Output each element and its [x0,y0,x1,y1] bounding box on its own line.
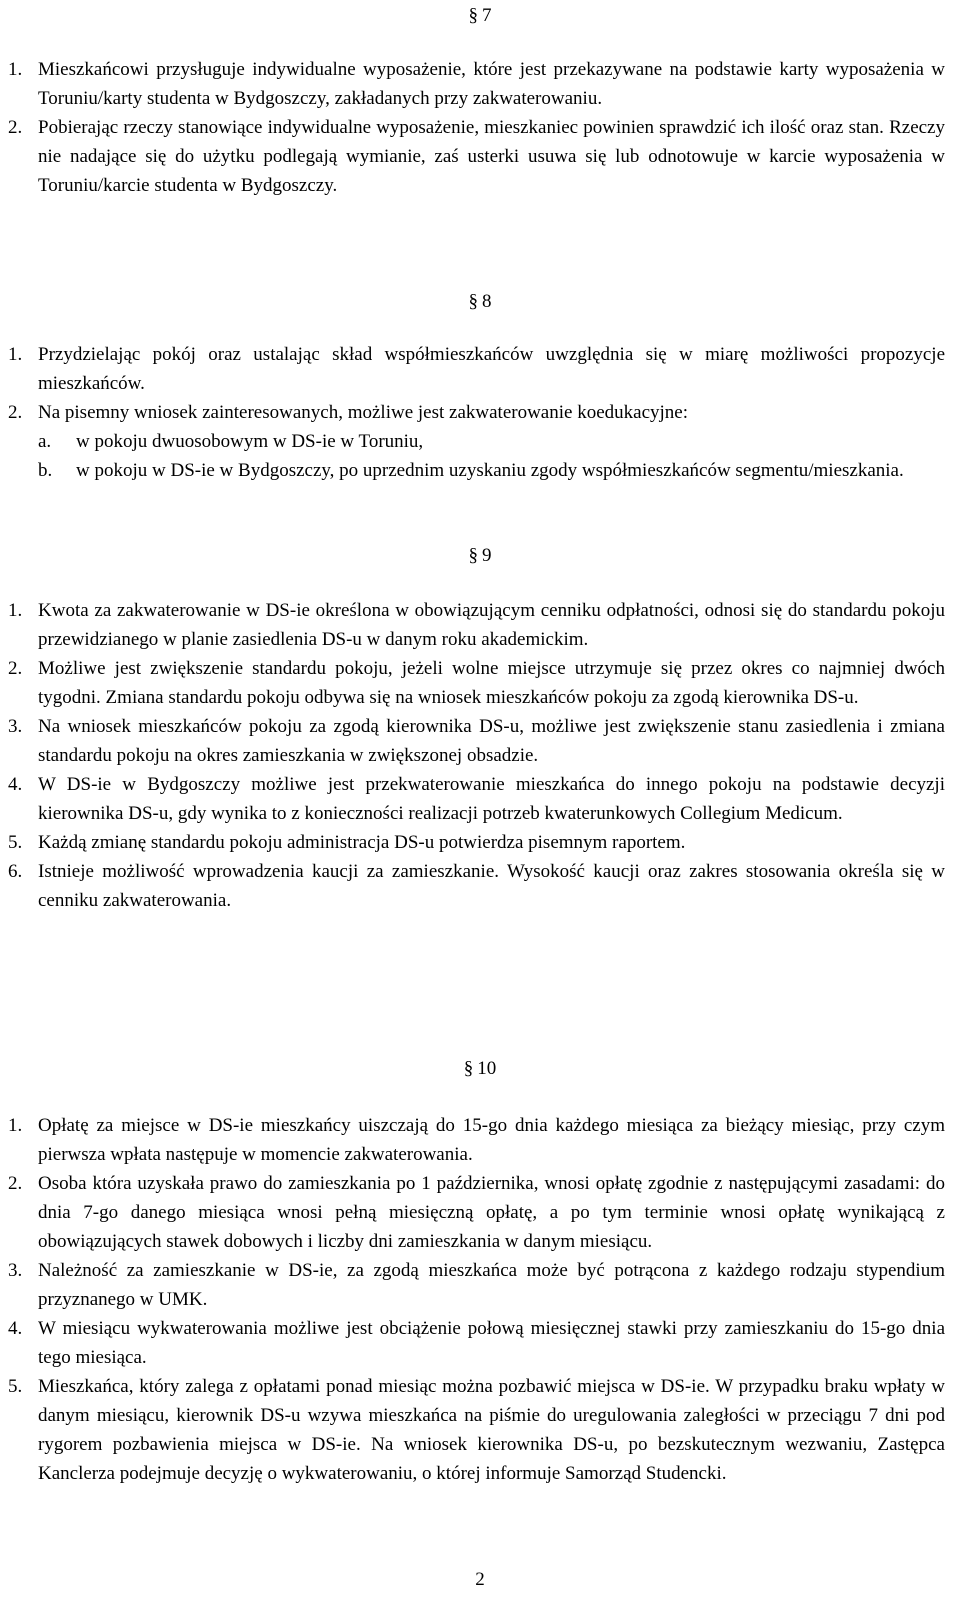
list-item [0,55,945,113]
item-number: 2. [8,117,23,138]
item-number: 4. [8,774,23,795]
list-item [0,1314,945,1372]
list-item [0,712,945,770]
item-number: 3. [8,1260,23,1281]
section-heading-9 [0,544,960,568]
section-symbol: § [468,5,478,26]
list-item [0,857,945,915]
item-text: Osoba która uzyskała prawo do zamieszkania po 1 października, wnosi opłatę zgodnie z następującymi zasadami: do dnia 7-go danego miesiąca wnosi pełną miesięczną opłatę, a po tym terminie wnosi opłatę wynikającą z obowiązujących stawek dobowych i liczby dni zamieszkania w danym miesiącu. [38,1173,945,1252]
item-text: Przydzielając pokój oraz ustalając skład współmieszkańców uwzględnia się w miarę możliwości propozycje mieszkańców. [38,344,945,394]
item-text: Kwota za zakwaterowanie w DS-ie określona w obowiązującym cenniku odpłatności, odnosi się do standardu pokoju przewidzianego w planie zasiedlenia DS-u w danym roku akademickim. [38,600,945,650]
list-item [0,596,945,654]
item-number: 5. [8,1376,23,1397]
list-item [0,1256,945,1314]
section-heading-7 [0,4,960,28]
item-number: 1. [8,600,23,621]
item-number: 1. [8,1115,23,1136]
list-item [0,828,945,857]
sub-item-letter: b. [38,460,53,481]
list-item [0,340,945,398]
item-number: 4. [8,1318,23,1339]
section-heading-10 [0,1057,960,1081]
item-text: W DS-ie w Bydgoszczy możliwe jest przekwaterowanie mieszkańca do innego pokoju na podstawie decyzji kierownika DS-u, gdy wynika to z konieczności realizacji potrzeb kwaterunkowych Collegium Medicum. [38,774,945,824]
sub-item-text: w pokoju w DS-ie w Bydgoszczy, po uprzednim uzyskaniu zgody współmieszkańców segmentu/mieszkania. [76,460,904,481]
item-text: W miesiącu wykwaterowania możliwe jest obciążenie połową miesięcznej stawki przy zamieszkaniu do 15-go dnia tego miesiąca. [38,1318,945,1368]
section-number: 10 [477,1058,497,1079]
item-text: Mieszkańcowi przysługuje indywidualne wyposażenie, które jest przekazywane na podstawie karty wyposażenia w Toruniu/karty studenta w Bydgoszczy, zakładanych przy zakwaterowaniu. [38,59,945,109]
item-number: 5. [8,832,23,853]
item-number: 2. [8,402,23,423]
item-text: Należność za zamieszkanie w DS-ie, za zgodą mieszkańca może być potrącona z każdego rodzaju stypendium przyznanego w UMK. [38,1260,945,1310]
item-number: 2. [8,658,23,679]
sub-item-letter: a. [38,431,52,452]
item-text: Każdą zmianę standardu pokoju administracja DS-u potwierdza pisemnym raportem. [38,832,686,853]
list-item [0,398,945,485]
sub-list [38,427,945,485]
item-number: 3. [8,716,23,737]
item-number: 2. [8,1173,23,1194]
item-number: 6. [8,861,23,882]
section-heading-8 [0,290,960,314]
section-number: 7 [482,5,492,26]
list-item [0,113,945,200]
section-7-list [0,55,945,200]
section-number: 8 [482,291,492,312]
sub-item-text: w pokoju dwuosobowym w DS-ie w Toruniu, [76,431,424,452]
section-number: 9 [482,545,492,566]
item-text: Opłatę za miejsce w DS-ie mieszkańcy uiszczają do 15-go dnia każdego miesiąca za bieżący miesiąc, przy czym pierwsza wpłata następuje w momencie zakwaterowania. [38,1115,945,1165]
section-symbol: § [468,545,478,566]
item-text: Pobierając rzeczy stanowiące indywidualne wyposażenie, mieszkaniec powinien sprawdzić ich ilość oraz stan. Rzeczy nie nadające się do użytku podlegają wymianie, zaś usterki usuwa się lub odnotowuje w karcie wyposażenia w Toruniu/karcie studenta w Bydgoszczy. [38,117,945,196]
list-item [0,1111,945,1169]
item-text: Mieszkańca, który zalega z opłatami ponad miesiąc można pozbawić miejsca w DS-ie. W przypadku braku wpłaty w danym miesiącu, kierownik DS-u wzywa mieszkańca na piśmie do uregulowania zaległości w przeciągu 7 dni pod rygorem pozbawienia miejsca w DS-ie. Na wniosek kierownika DS-u, po bezskutecznym wezwaniu, Zastępca Kanclerza podejmuje decyzję o wykwaterowaniu, o której informuje Samorząd Studencki. [38,1376,945,1484]
list-item [0,654,945,712]
section-8-list [0,340,945,485]
list-item [0,1372,945,1488]
sub-list-item [38,427,945,456]
list-item [0,1169,945,1256]
item-text: Na pisemny wniosek zainteresowanych, możliwe jest zakwaterowanie koedukacyjne: [38,402,688,423]
item-number: 1. [8,344,23,365]
page-number: 2 [475,1569,485,1590]
section-9-list [0,596,945,915]
item-text: Istnieje możliwość wprowadzenia kaucji za zamieszkanie. Wysokość kaucji oraz zakres stosowania określa się w cenniku zakwaterowania. [38,861,945,911]
item-text: Na wniosek mieszkańców pokoju za zgodą kierownika DS-u, możliwe jest zwiększenie stanu zasiedlenia i zmiana standardu pokoju na okres zamieszkania w zwiększonej obsadzie. [38,716,945,766]
section-symbol: § [468,291,478,312]
list-item [0,770,945,828]
section-10-list [0,1111,945,1488]
item-text: Możliwe jest zwiększenie standardu pokoju, jeżeli wolne miejsce utrzymuje się przez okres co najmniej dwóch tygodni. Zmiana standardu pokoju odbywa się na wniosek mieszkańców pokoju za zgodą kierownika DS-u. [38,658,945,708]
sub-list-item [38,456,945,485]
section-symbol: § [463,1058,474,1079]
item-number: 1. [8,59,23,80]
